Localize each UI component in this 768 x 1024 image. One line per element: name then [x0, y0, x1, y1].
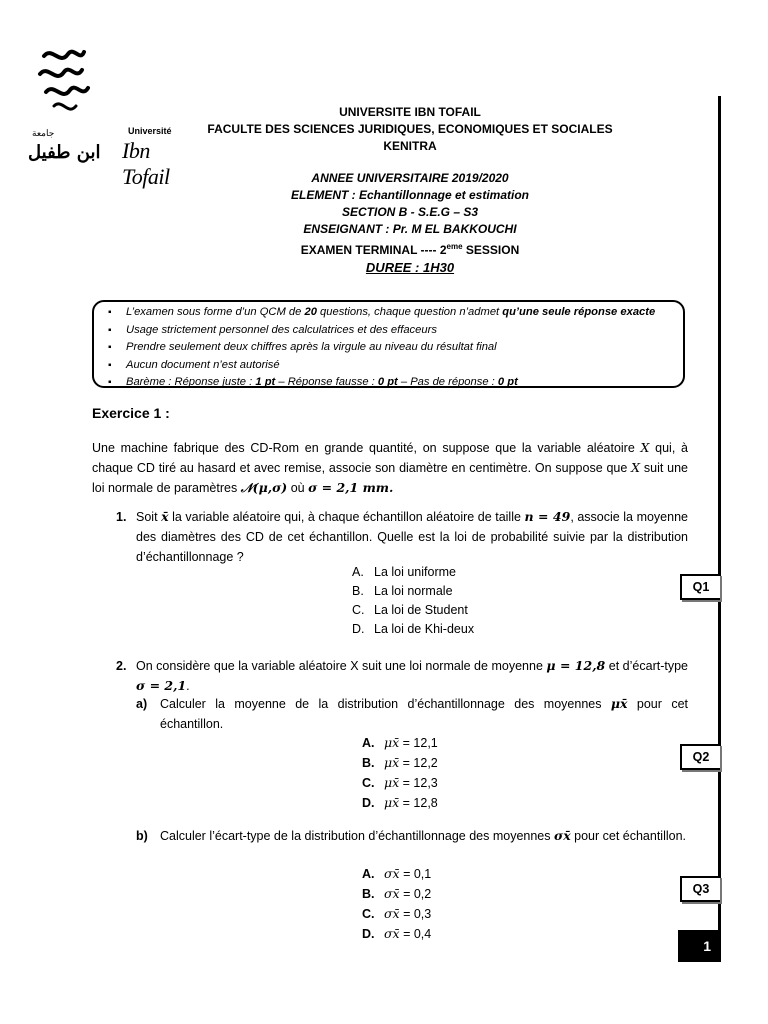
question-number: 1.: [116, 510, 127, 524]
option-c[interactable]: C. La loi de Student: [352, 603, 468, 617]
institution-header: [160, 104, 660, 155]
option-b[interactable]: B. σx̄ = 0,2: [362, 886, 432, 901]
question-1-text: Soit x̄ la variable aléatoire qui, à chaque échantillon aléatoire de taille n = 49, associe la moyenne des diamètres des CD de cet échantillon. Quelle est la loi de probabilité suivie par la distribution d’échantillonnage ?: [136, 509, 688, 564]
page-number: 1: [678, 930, 721, 962]
option-a[interactable]: A. μx̄ = 12,1: [362, 735, 438, 750]
question-1-options: [352, 563, 474, 639]
option-c[interactable]: C. σx̄ = 0,3: [362, 906, 432, 921]
question-2: [116, 656, 688, 696]
rule-item: ▪ Usage strictement personnel des calculatrices et des effaceurs: [108, 322, 683, 340]
rule-item: ▪ Aucun document n’est autorisé: [108, 357, 683, 375]
exam-teacher: ENSEIGNANT : Pr. M EL BAKKOUCHI: [303, 222, 517, 236]
question-2b: b) Calculer l’écart-type de la distribution d’échantillonnage des moyennes σx̄ pour cet échantillon.: [136, 826, 688, 846]
logo-arabic-name: ابن طفيل: [28, 142, 101, 163]
question-number: 2.: [116, 659, 127, 673]
exercise-title: Exercice 1 :: [92, 405, 170, 421]
tag-q2: Q2: [680, 744, 720, 770]
question-2-text: On considère que la variable aléatoire X suit une loi normale de moyenne μ = 12,8 et d’écart-type σ = 2,1.: [136, 658, 688, 693]
exam-info: [150, 170, 670, 276]
rule-item: ▪ Prendre seulement deux chiffres après la virgule au niveau du résultat final: [108, 339, 683, 357]
faculty-name: FACULTE DES SCIENCES JURIDIQUES, ECONOMIQUES ET SOCIALES: [207, 122, 613, 136]
city-name: KENITRA: [383, 139, 437, 153]
question-2a: a) Calculer la moyenne de la distribution d’échantillonnage des moyennes μx̄ pour cet échantillon.: [136, 694, 688, 734]
exam-element: ELEMENT : Echantillonnage et estimation: [290, 188, 530, 202]
university-logo: [28, 42, 172, 189]
option-c[interactable]: C. μx̄ = 12,3: [362, 775, 438, 790]
option-d[interactable]: D. μx̄ = 12,8: [362, 795, 438, 810]
option-b[interactable]: B. La loi normale: [352, 584, 453, 598]
rule-item: ▪ L’examen sous forme d’un QCM de 20 questions, chaque question n’admet qu’une seule réponse exacte: [108, 304, 683, 322]
tag-q1: Q1: [680, 574, 720, 600]
rule-item: ▪ Barème : Réponse juste : 1 pt – Réponse fausse : 0 pt – Pas de réponse : 0 pt: [108, 374, 683, 392]
exam-rules-box: [92, 300, 685, 388]
exam-section: SECTION B - S.E.G – S3: [341, 205, 479, 219]
university-name: UNIVERSITE IBN TOFAIL: [339, 105, 481, 119]
option-d[interactable]: D. σx̄ = 0,4: [362, 926, 432, 941]
question-2a-text: Calculer la moyenne de la distribution d’échantillonnage des moyennes μx̄ pour cet échantillon.: [160, 696, 689, 731]
question-2b-options: [362, 864, 431, 944]
option-a[interactable]: A. σx̄ = 0,1: [362, 866, 432, 881]
question-2a-options: [362, 733, 438, 813]
option-d[interactable]: D. La loi de Khi-deux: [352, 622, 475, 636]
tag-q3: Q3: [680, 876, 720, 902]
logo-brand: Ibn Tofail: [122, 138, 170, 189]
academic-year: ANNEE UNIVERSITAIRE 2019/2020: [311, 171, 509, 185]
exam-session: EXAMEN TERMINAL ---- 2eme SESSION: [300, 242, 520, 257]
option-b[interactable]: B. μx̄ = 12,2: [362, 755, 438, 770]
logo-arabic-top: جامعة: [32, 128, 55, 138]
question-1: [116, 507, 688, 567]
question-2b-text: Calculer l’écart-type de la distribution d’échantillonnage des moyennes σx̄ pour cet échantillon.: [160, 828, 687, 843]
logo-emblem-icon: [34, 42, 104, 126]
exam-duration: DUREE : 1H30: [365, 260, 455, 275]
logo-university-word: Université: [128, 126, 172, 136]
option-a[interactable]: A. La loi uniforme: [352, 565, 456, 579]
exercise-intro: Une machine fabrique des CD-Rom en grande quantité, on suppose que la variable aléatoire X qui, à chaque CD tiré au hasard et avec remise, associe son diamètre en centimètre. On suppose que X suit une loi normale de paramètres 𝒩(μ,σ) où σ = 2,1 mm.: [92, 440, 688, 495]
page-margin-rule: [718, 96, 721, 958]
